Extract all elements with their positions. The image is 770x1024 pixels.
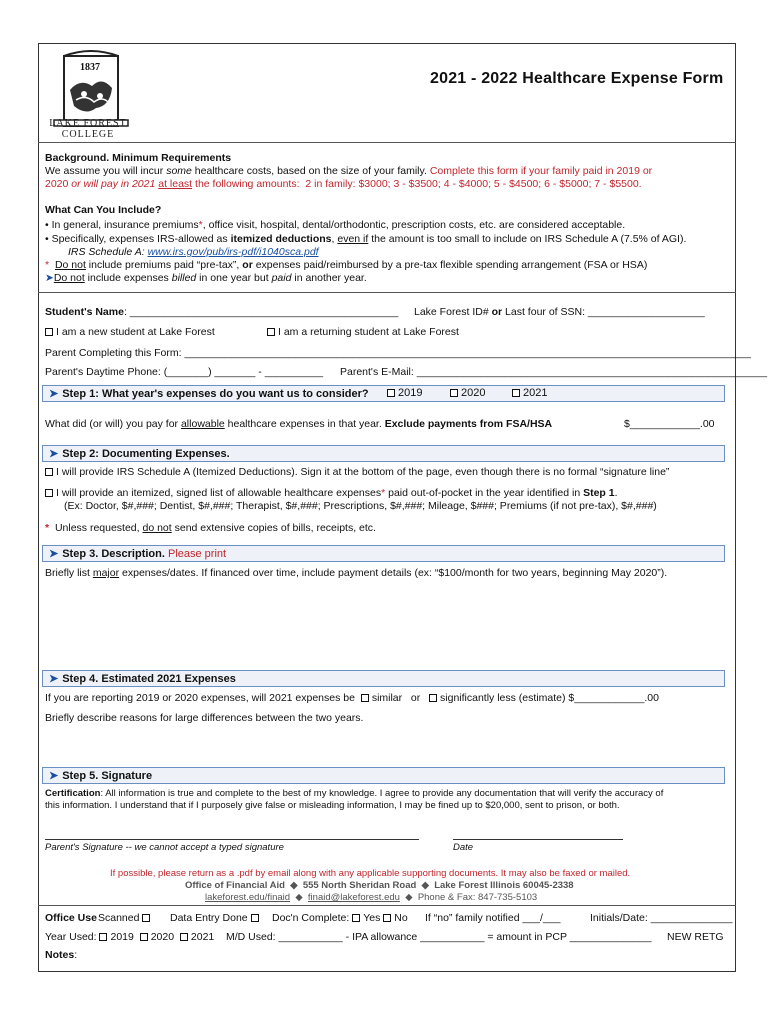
similar-checkbox[interactable] [361, 694, 369, 702]
step2-option-itemized-list[interactable]: I will provide an itemized, signed list of allowable healthcare expenses* paid out-of-pocket in the year identified in Step 1. [45, 487, 618, 499]
arrow-icon: ➤ [49, 673, 59, 685]
include-schedule-a: IRS Schedule A: www.irs.gov/pub/irs-pdf/i1040sca.pdf [68, 246, 319, 258]
contact-line: lakeforest.edu/finaid ◆ finaid@lakeforest.edu ◆ Phone & Fax: 847-735-5103 [205, 892, 538, 903]
new-retg-label: NEW RETG [667, 931, 724, 943]
year-used-2021-checkbox[interactable] [180, 933, 188, 941]
step4-question: If you are reporting 2019 or 2020 expenses, will 2021 expenses be similar or significantly less (estimate) $____________.00 [45, 692, 659, 704]
arrow-icon: ➤ [49, 770, 59, 782]
office-address-line: Office of Financial Aid ◆ 555 North Sheridan Road ◆ Lake Forest Illinois 60045-2338 [185, 880, 574, 891]
diamond-icon: ◆ [290, 880, 298, 891]
date-label: Date [453, 842, 474, 853]
data-entry-checkbox[interactable] [251, 914, 259, 922]
step2-title: Step 2: Documenting Expenses. [62, 448, 230, 460]
year-2019-option[interactable]: 2019 [387, 387, 422, 399]
student-name-field[interactable]: Student's Name: ______________________________________________ [45, 306, 399, 318]
data-entry-field[interactable]: Data Entry Done [170, 912, 262, 924]
year-2019-checkbox[interactable] [387, 389, 395, 397]
itemized-list-checkbox[interactable] [45, 489, 53, 497]
md-used-field[interactable]: M/D Used: ___________ - IPA allowance ___________ = amount in PCP ______________ [226, 931, 652, 943]
logo-line2: COLLEGE [61, 129, 115, 140]
step3-title: Step 3. Description. [62, 548, 165, 560]
step3-please-print: Please print [167, 548, 227, 560]
date-line[interactable] [453, 839, 623, 840]
year-2020-option[interactable]: 2020 [450, 387, 485, 399]
diamond-icon: ◆ [405, 892, 413, 903]
year-2021-option[interactable]: 2021 [512, 387, 547, 399]
logo-line1: LAKE FOREST [49, 118, 127, 129]
family-notified-field[interactable]: If “no” family notified ___/___ [425, 912, 561, 924]
step1-bar [42, 385, 725, 402]
step2-bar [42, 445, 725, 462]
certification-line1: Certification: All information is true and complete to the best of my knowledge. I agree to provide any documentation that will verify the accuracy of [45, 788, 664, 799]
step1-title: Step 1: What year's expenses do you want us to consider? [62, 388, 369, 400]
step4-reasons-prompt: Briefly describe reasons for large differences between the two years. [45, 712, 364, 724]
include-exclusion-2: ➤Do not include expenses billed in one year but paid in another year. [45, 272, 367, 284]
step4-reasons-area[interactable] [45, 727, 725, 765]
year-2020-checkbox[interactable] [450, 389, 458, 397]
year-used-2019-checkbox[interactable] [99, 933, 107, 941]
similar-option[interactable]: similar [361, 692, 402, 704]
step1-amount-field[interactable]: $____________.00 [624, 418, 715, 430]
step3-description-area[interactable] [45, 582, 725, 668]
less-checkbox[interactable] [429, 694, 437, 702]
parent-name-field[interactable]: Parent Completing this Form: _________________________________________________________________________________________________ [45, 347, 751, 359]
step2-example: (Ex: Doctor, $#,###; Dentist, $#,###; Therapist, $#,###; Prescriptions, $#,###; Mileage, $###; Premiums (if not pre-tax), $#,###) [64, 500, 657, 512]
parent-phone-field[interactable]: Parent's Daytime Phone: (_______) _______ - __________ [45, 366, 324, 378]
scanned-field[interactable]: Scanned [98, 912, 153, 924]
new-student-option[interactable]: I am a new student at Lake Forest [45, 326, 215, 338]
step2-note: * Unless requested, do not send extensive copies of bills, receipts, etc. [45, 522, 376, 534]
logo-year: 1837 [80, 62, 100, 73]
parent-email-field[interactable]: Parent's E-Mail: ____________________________________________________________ [340, 366, 768, 378]
no-checkbox[interactable] [383, 914, 391, 922]
returning-student-option[interactable]: I am a returning student at Lake Forest [267, 326, 459, 338]
certification-line2: this information. I understand that if I purposely give false or misleading information, I may be fined up to $20,000, sent to prison, or both. [45, 800, 620, 811]
diamond-icon: ◆ [421, 880, 429, 891]
include-exclusion-1: * Do not include premiums paid “pre-tax”, or expenses paid/reimbursed by a pre-tax flexible spending arrangement (FSA or HSA) [45, 259, 648, 271]
diamond-icon: ◆ [295, 892, 303, 903]
step5-bar [42, 767, 725, 784]
background-line1: We assume you will incur some healthcare costs, based on the size of your family. Complete this form if your family paid in 2019 or [45, 165, 653, 177]
step3-bar [42, 545, 725, 562]
returning-student-checkbox[interactable] [267, 328, 275, 336]
student-id-field[interactable]: Lake Forest ID# or Last four of SSN: ____________________ [414, 306, 705, 318]
year-used-field[interactable]: Year Used: 2019 2020 2021 [45, 931, 215, 943]
year-used-2020-checkbox[interactable] [140, 933, 148, 941]
less-option[interactable]: significantly less (estimate) $____________.00 [429, 692, 659, 704]
office-use-label: Office Use [45, 912, 97, 924]
header-divider [38, 142, 736, 143]
form-title: 2021 - 2022 Healthcare Expense Form [430, 70, 724, 87]
arrow-icon: ➤ [49, 388, 59, 400]
scanned-checkbox[interactable] [142, 914, 150, 922]
include-bullet-1: • In general, insurance premiums*, office visit, hospital, dental/orthodontic, prescription costs, etc. are considered acceptable. [45, 219, 626, 231]
finaid-web-link[interactable]: lakeforest.edu/finaid [205, 892, 291, 903]
step1-expense-question: What did (or will) you pay for allowable healthcare expenses in that year. Exclude payments from FSA/HSA [45, 418, 553, 430]
return-instructions: If possible, please return as a .pdf by email along with any applicable supporting documents. It may also be faxed or mailed. [110, 868, 631, 879]
irs-schedule-link[interactable]: www.irs.gov/pub/irs-pdf/i1040sca.pdf [147, 246, 319, 258]
arrow-icon: ➤ [49, 448, 59, 460]
arrow-icon: ➤ [49, 548, 59, 560]
step2-option-schedule-a[interactable]: I will provide IRS Schedule A (Itemized Deductions). Sign it at the bottom of the page, even though there is no formal “signature line” [45, 466, 669, 478]
background-heading: Background. Minimum Requirements [45, 152, 232, 164]
year-2021-checkbox[interactable] [512, 389, 520, 397]
notes-label: Notes: [45, 949, 78, 961]
step4-bar [42, 670, 725, 687]
initials-date-field[interactable]: Initials/Date: ______________ [590, 912, 733, 924]
step4-title: Step 4. Estimated 2021 Expenses [62, 673, 236, 685]
yes-checkbox[interactable] [352, 914, 360, 922]
schedule-a-checkbox[interactable] [45, 468, 53, 476]
step3-instructions: Briefly list major expenses/dates. If financed over time, include payment details (ex: “$100/month for two years, beginning May 2020”). [45, 567, 668, 579]
include-bullet-2: • Specifically, expenses IRS-allowed as itemized deductions, even if the amount is too small to include on IRS Schedule A (7.5% of AGI). [45, 233, 687, 245]
office-divider [38, 905, 736, 906]
include-divider [38, 292, 736, 293]
signature-label: Parent's Signature -- we cannot accept a typed signature [45, 842, 284, 853]
finaid-email-link[interactable]: finaid@lakeforest.edu [307, 892, 400, 903]
background-line2: 2020 or will pay in 2021 at least the following amounts: 2 in family: $3000; 3 - $3500; 4 - $4000; 5 - $4500; 6 - $5000; 7 - $5500. [45, 178, 642, 190]
include-heading: What Can You Include? [45, 204, 162, 216]
new-student-checkbox[interactable] [45, 328, 53, 336]
signature-line[interactable] [45, 839, 419, 840]
step5-title: Step 5. Signature [62, 770, 153, 782]
docn-complete-field[interactable]: Doc'n Complete: Yes No [272, 912, 408, 924]
